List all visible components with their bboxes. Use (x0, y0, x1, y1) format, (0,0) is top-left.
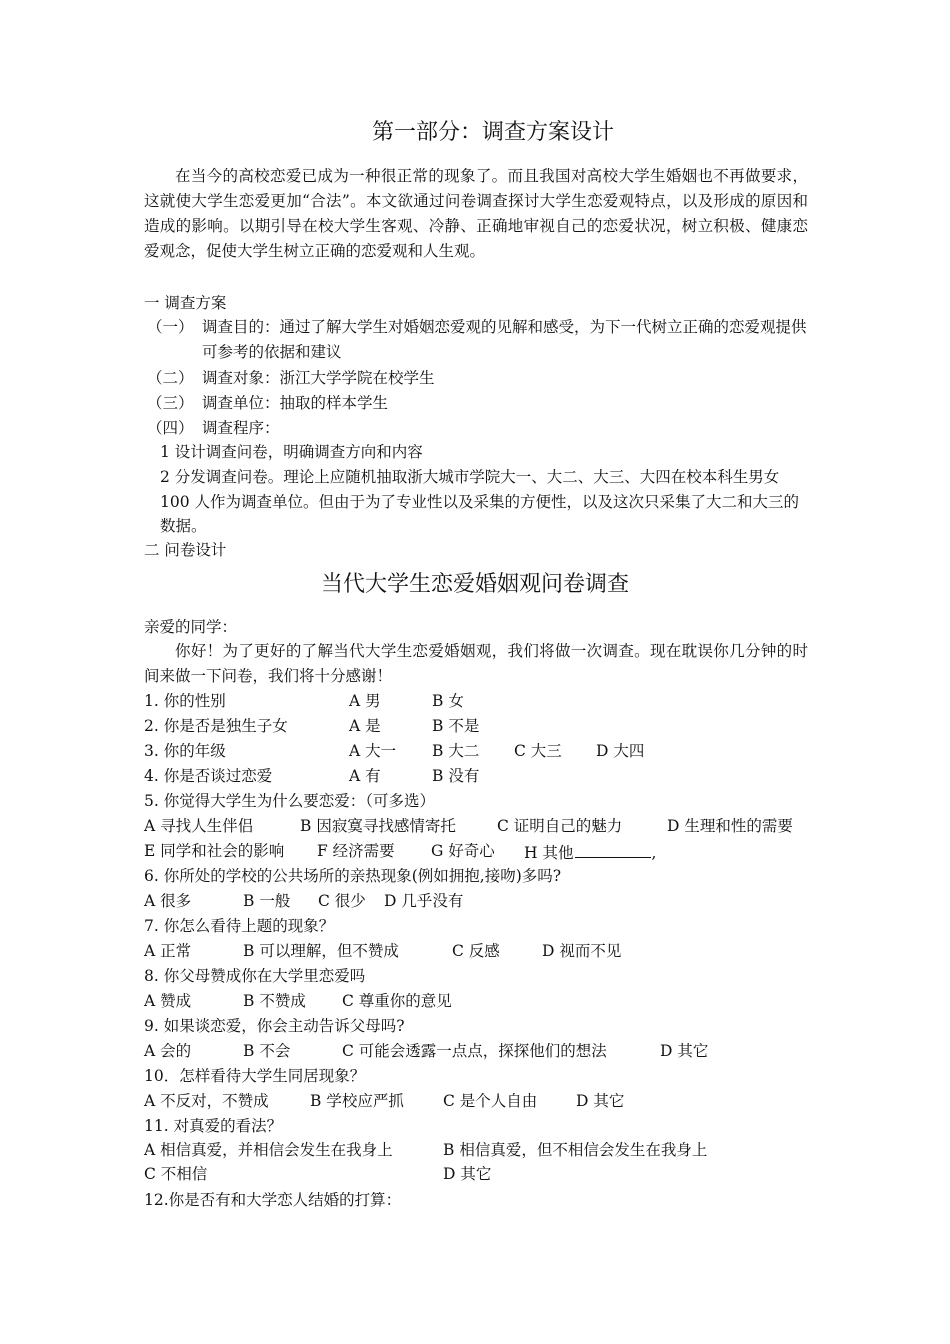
question-1-option-a[interactable]: A 男 (349, 692, 381, 710)
question-6-option-d[interactable]: D 几乎没有 (384, 892, 464, 910)
intro-paragraph: 在当今的高校恋爱已成为一种很正常的现象了。而且我国对高校大学生婚姻也不再做要求，这就使大学生恋爱更加“合法”。本文欲通过问卷调查探讨大学生恋爱观特点，以及形成的原因和造成的影响。以期引导在校大学生客观、冷静、正确地审视自己的恋爱状况，树立积极、健康恋爱观念，促使大学生树立正确的恋爱观和人生观。 (144, 167, 808, 260)
question-3-option-d[interactable]: D 大四 (596, 742, 645, 760)
plan-item-text: 调查单位：抽取的样本学生 (202, 394, 389, 412)
question-7-option-b[interactable]: B 可以理解，但不赞成 (243, 942, 399, 960)
plan-item-number: （一） (147, 318, 194, 336)
question-11-option-c[interactable]: C 不相信 (144, 1165, 208, 1183)
question-5-option-b[interactable]: B 因寂寞寻找感情寄托 (300, 817, 456, 835)
question-5-option-e[interactable]: E 同学和社会的影响 (144, 842, 285, 860)
plan-item-number: （三） (147, 394, 194, 412)
question-2-option-b[interactable]: B 不是 (432, 717, 480, 735)
question-8-option-b[interactable]: B 不赞成 (243, 992, 306, 1010)
plan-item-target (147, 368, 435, 388)
question-3-option-a[interactable]: A 大一 (349, 742, 397, 760)
procedure-step-2: 2 分发调查问卷。理论上应随机抽取浙大城市学院大一、大二、大三、大四在校本科生男女 100 人作为调查单位。但由于为了专业性以及采集的方便性，以及这次只采集了大二和大三的数据。 (160, 468, 800, 535)
question-3-option-b[interactable]: B 大二 (432, 742, 480, 760)
question-10-text: 10．怎样看待大学生同居现象？ (144, 1067, 366, 1085)
question-2-option-a[interactable]: A 是 (349, 717, 381, 735)
part-title: 第一部分：调查方案设计 (371, 120, 614, 145)
question-11-option-d[interactable]: D 其它 (443, 1165, 492, 1183)
questionnaire-title: 当代大学生恋爱婚姻观问卷调查 (320, 572, 629, 597)
question-1-text: 1. 你的性别 (144, 692, 226, 710)
other-answer-blank[interactable] (575, 841, 651, 858)
question-8-option-c[interactable]: C 尊重你的意见 (342, 992, 452, 1010)
question-11-text: 11. 对真爱的看法？ (144, 1117, 283, 1135)
question-5-option-c[interactable]: C 证明自己的魅力 (497, 817, 623, 835)
question-6-text: 6. 你所处的学校的公共场所的亲热现象(例如拥抱,接吻)多吗? (144, 867, 562, 885)
section2-heading: 二 问卷设计 (144, 541, 227, 559)
question-5-option-d[interactable]: D 生理和性的需要 (667, 817, 793, 835)
plan-item-procedure (147, 418, 280, 438)
question-9-text: 9. 如果谈恋爱，你会主动告诉父母吗? (144, 1017, 405, 1035)
question-3-option-c[interactable]: C 大三 (514, 742, 562, 760)
question-8-text: 8. 你父母赞成你在大学里恋爱吗 (144, 967, 366, 985)
question-6-option-b[interactable]: B 一般 (243, 892, 291, 910)
question-8-option-a[interactable]: A 赞成 (144, 992, 192, 1010)
question-5-option-h-label: H 其他 (524, 844, 574, 862)
question-9-option-b[interactable]: B 不会 (243, 1042, 291, 1060)
questionnaire-intro: 你好！为了更好的了解当代大学生恋爱婚姻观，我们将做一次调查。现在耽误你几分钟的时间来做一下问卷，我们将十分感谢！ (144, 642, 808, 685)
question-10-option-c[interactable]: C 是个人自由 (443, 1092, 538, 1110)
question-9-option-a[interactable]: A 会的 (144, 1042, 192, 1060)
question-7-option-c[interactable]: C 反感 (452, 942, 500, 960)
question-4-option-a[interactable]: A 有 (349, 767, 381, 785)
plan-item-number: （四） (147, 419, 194, 437)
plan-item-purpose (147, 315, 809, 365)
question-12-text: 12.你是否有和大学恋人结婚的打算： (144, 1191, 402, 1209)
question-2-text: 2. 你是否是独生子女 (144, 717, 288, 735)
plan-item-number: （二） (147, 369, 194, 387)
question-5-option-h[interactable] (524, 841, 656, 863)
question-1-option-b[interactable]: B 女 (432, 692, 464, 710)
plan-item-unit (147, 393, 388, 413)
question-5-option-a[interactable]: A 寻找人生伴侣 (144, 817, 254, 835)
question-6-option-c[interactable]: C 很少 (318, 892, 366, 910)
questionnaire-greeting: 亲爱的同学： (144, 618, 238, 636)
section1-heading: 一 调查方案 (144, 294, 227, 312)
question-5-option-g[interactable]: G 好奇心 (431, 842, 495, 860)
question-4-text: 4. 你是否谈过恋爱 (144, 767, 273, 785)
question-9-option-c[interactable]: C 可能会透露一点点，探探他们的想法 (342, 1042, 607, 1060)
plan-item-text: 调查程序： (202, 419, 280, 437)
question-3-text: 3. 你的年级 (144, 742, 226, 760)
plan-item-text: 调查目的：通过了解大学生对婚姻恋爱观的见解和感受，为下一代树立正确的恋爱观提供可参考的依据和建议 (202, 318, 807, 361)
question-6-option-a[interactable]: A 很多 (144, 892, 192, 910)
question-5-option-f[interactable]: F 经济需要 (317, 842, 395, 860)
procedure-step-1: 1 设计调查问卷，明确调查方向和内容 (160, 443, 423, 461)
question-4-option-b[interactable]: B 没有 (432, 767, 480, 785)
question-11-option-a[interactable]: A 相信真爱，并相信会发生在我身上 (144, 1141, 393, 1159)
question-7-option-a[interactable]: A 正常 (144, 942, 192, 960)
question-7-option-d[interactable]: D 视而不见 (542, 942, 622, 960)
plan-item-text: 调查对象：浙江大学学院在校学生 (202, 369, 435, 387)
question-7-text: 7. 你怎么看待上题的现象？ (144, 917, 335, 935)
question-5-text: 5. 你觉得大学生为什么要恋爱：（可多选） (144, 792, 435, 810)
question-10-option-b[interactable]: B 学校应严抓 (310, 1092, 404, 1110)
question-10-option-d[interactable]: D 其它 (576, 1092, 625, 1110)
question-5-punctuation: , (651, 844, 657, 862)
question-10-option-a[interactable]: A 不反对，不赞成 (144, 1092, 269, 1110)
question-9-option-d[interactable]: D 其它 (660, 1042, 709, 1060)
question-11-option-b[interactable]: B 相信真爱，但不相信会发生在我身上 (443, 1141, 708, 1159)
